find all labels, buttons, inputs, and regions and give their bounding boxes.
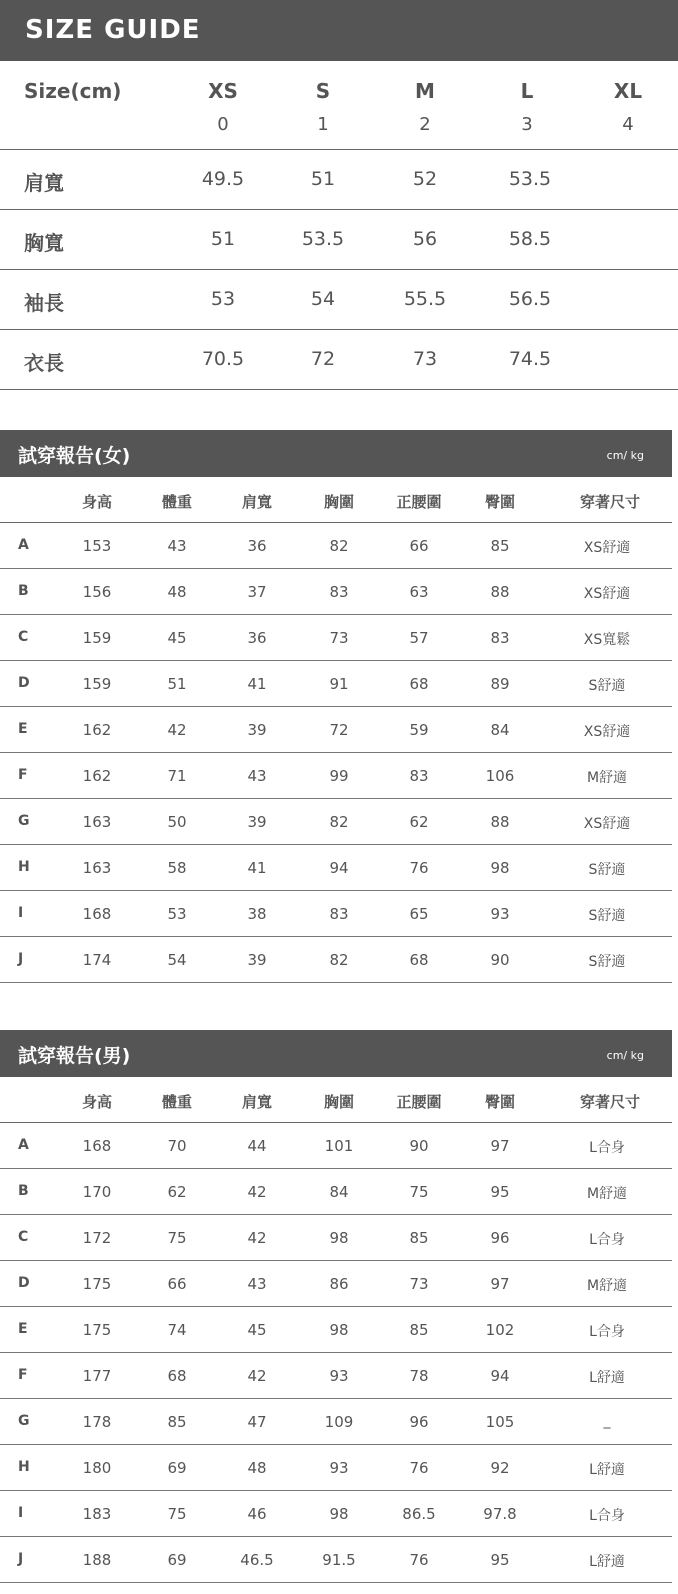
table-cell: 177	[82, 1367, 112, 1385]
size-table-header	[0, 61, 678, 150]
fit-result: L合身	[589, 1508, 625, 1524]
row-id: A	[18, 1137, 29, 1153]
table-cell: 36	[247, 537, 267, 555]
table-cell: 51	[210, 228, 236, 250]
table-row	[0, 707, 672, 753]
table-cell: 89	[490, 675, 510, 693]
fit-result: L舒適	[589, 1554, 625, 1570]
report-title: 試穿報告(男)	[18, 1045, 131, 1067]
table-cell: 99	[329, 767, 349, 785]
size-number: 1	[317, 114, 329, 135]
fit-result: XS舒適	[583, 816, 631, 832]
size-s: S	[315, 79, 331, 103]
fit-result: L合身	[589, 1232, 625, 1248]
table-cell: 70	[167, 1137, 187, 1155]
report-header	[0, 1030, 672, 1077]
table-row	[0, 1491, 672, 1537]
table-cell: 93	[329, 1459, 349, 1477]
row-id: H	[18, 859, 30, 875]
table-cell: 86	[329, 1275, 349, 1293]
table-cell: 42	[167, 721, 187, 739]
table-cell: 57	[409, 629, 429, 647]
fit-result: S舒適	[588, 954, 626, 970]
table-cell: 168	[82, 905, 112, 923]
table-cell: 59	[409, 721, 429, 739]
table-cell: 82	[329, 537, 349, 555]
table-cell: 73	[329, 629, 349, 647]
table-cell: 62	[409, 813, 429, 831]
table-cell: 39	[247, 721, 267, 739]
column-header: 身高	[81, 493, 112, 511]
table-cell: 45	[167, 629, 187, 647]
table-cell: 170	[82, 1183, 112, 1201]
table-cell: 75	[167, 1505, 187, 1523]
table-cell: 53.5	[301, 228, 345, 250]
row-id: B	[18, 583, 29, 599]
size-number: 0	[217, 114, 229, 135]
table-cell: 41	[247, 859, 267, 877]
column-header: 肩寬	[241, 493, 272, 511]
table-cell: 48	[167, 583, 187, 601]
fit-result: XS舒適	[583, 540, 631, 556]
size-table	[0, 61, 678, 390]
report-header	[0, 430, 672, 477]
table-cell: 73	[412, 348, 438, 370]
table-cell: 47	[247, 1413, 267, 1431]
table-cell: 85	[409, 1229, 429, 1247]
table-cell: 69	[167, 1459, 187, 1477]
table-cell: 98	[329, 1505, 349, 1523]
fit-result: M舒適	[586, 770, 628, 786]
table-cell: 76	[409, 1551, 429, 1569]
table-cell: 38	[247, 905, 267, 923]
size-unit-label: Size(cm)	[24, 79, 122, 103]
table-cell: 48	[247, 1459, 267, 1477]
table-row	[0, 937, 672, 983]
table-cell: 53	[210, 288, 236, 310]
table-cell: 53.5	[508, 168, 552, 190]
table-row	[0, 1353, 672, 1399]
fitting-report-female	[0, 430, 672, 983]
column-header: 穿著尺寸	[579, 1093, 640, 1111]
table-cell: 156	[82, 583, 112, 601]
fitting-report-male	[0, 1030, 672, 1583]
table-cell: 52	[412, 168, 438, 190]
report-column-header	[0, 1077, 672, 1123]
table-row	[0, 845, 672, 891]
size-guide-title: SIZE GUIDE	[25, 15, 201, 45]
fit-result: M舒適	[586, 1278, 628, 1294]
table-cell: 172	[82, 1229, 112, 1247]
row-id: E	[18, 1321, 28, 1337]
row-id: B	[18, 1183, 29, 1199]
table-cell: 91.5	[322, 1551, 356, 1569]
table-cell: 42	[247, 1183, 267, 1201]
table-row	[0, 569, 672, 615]
table-cell: 66	[167, 1275, 187, 1293]
table-cell: 83	[329, 905, 349, 923]
table-cell: 62	[167, 1183, 187, 1201]
table-cell: 58	[167, 859, 187, 877]
table-cell: 49.5	[201, 168, 245, 190]
table-cell: 43	[247, 1275, 267, 1293]
table-cell: 66	[409, 537, 429, 555]
column-header: 正腰圍	[396, 1093, 442, 1111]
table-cell: 159	[82, 675, 112, 693]
table-cell: 75	[167, 1229, 187, 1247]
table-row	[0, 1169, 672, 1215]
size-number: 2	[419, 114, 431, 135]
table-cell: 88	[490, 583, 510, 601]
row-id: I	[18, 1505, 24, 1521]
table-cell: 97	[490, 1275, 510, 1293]
table-cell: 72	[310, 348, 336, 370]
table-cell: 44	[247, 1137, 267, 1155]
size-number: 4	[622, 114, 634, 135]
row-id: C	[18, 1229, 29, 1245]
table-cell: 83	[329, 583, 349, 601]
table-cell: 85	[490, 537, 510, 555]
table-cell: 46	[247, 1505, 267, 1523]
table-cell: 97.8	[483, 1505, 517, 1523]
size-row-shoulder	[0, 150, 678, 210]
row-id: E	[18, 721, 28, 737]
table-cell: 98	[329, 1229, 349, 1247]
row-id: J	[18, 1551, 24, 1567]
table-row	[0, 753, 672, 799]
table-cell: 94	[490, 1367, 510, 1385]
size-guide-header	[0, 0, 678, 61]
table-cell: 97	[490, 1137, 510, 1155]
table-cell: 65	[409, 905, 429, 923]
table-cell: 174	[82, 951, 112, 969]
table-cell: 45	[247, 1321, 267, 1339]
row-label: 衣長	[24, 351, 64, 375]
size-l: L	[520, 79, 534, 103]
table-cell: 76	[409, 859, 429, 877]
table-cell: 162	[82, 721, 112, 739]
row-id: G	[18, 813, 30, 829]
row-id: D	[18, 1275, 30, 1291]
column-header: 正腰圍	[396, 493, 442, 511]
table-cell: 71	[167, 767, 187, 785]
table-cell: 175	[82, 1321, 112, 1339]
column-header: 臀圍	[484, 1093, 515, 1111]
table-row	[0, 1445, 672, 1491]
fit-result: S舒適	[588, 678, 626, 694]
table-cell: 41	[247, 675, 267, 693]
table-cell: 96	[490, 1229, 510, 1247]
row-id: F	[18, 767, 28, 783]
table-row	[0, 1307, 672, 1353]
table-cell: 85	[167, 1413, 187, 1431]
table-row	[0, 1261, 672, 1307]
row-id: D	[18, 675, 30, 691]
table-row	[0, 661, 672, 707]
table-row	[0, 891, 672, 937]
table-cell: 175	[82, 1275, 112, 1293]
column-header: 肩寬	[241, 1093, 272, 1111]
table-cell: 82	[329, 813, 349, 831]
table-cell: 74	[167, 1321, 187, 1339]
report-unit: cm/ kg	[606, 449, 644, 462]
column-header: 胸圍	[323, 493, 354, 511]
table-cell: 102	[485, 1321, 515, 1339]
report-title: 試穿報告(女)	[18, 445, 131, 467]
column-header: 身高	[81, 1093, 112, 1111]
table-cell: 55.5	[403, 288, 447, 310]
table-cell: 63	[409, 583, 429, 601]
table-cell: 98	[329, 1321, 349, 1339]
table-cell: 183	[82, 1505, 112, 1523]
size-row-sleeve	[0, 270, 678, 330]
table-cell: 51	[167, 675, 187, 693]
table-cell: 58.5	[508, 228, 552, 250]
table-cell: 88	[490, 813, 510, 831]
table-cell: 37	[247, 583, 267, 601]
row-id: G	[18, 1413, 30, 1429]
table-cell: 83	[409, 767, 429, 785]
table-cell: 91	[329, 675, 349, 693]
row-id: F	[18, 1367, 28, 1383]
table-cell: 53	[167, 905, 187, 923]
table-cell: 54	[310, 288, 336, 310]
table-cell: 106	[485, 767, 515, 785]
fit-result: L舒適	[589, 1370, 625, 1386]
table-cell: 73	[409, 1275, 429, 1293]
table-cell: 51	[310, 168, 336, 190]
fit-result: L合身	[589, 1140, 625, 1156]
fit-result: L舒適	[589, 1462, 625, 1478]
row-id: H	[18, 1459, 30, 1475]
table-cell: 86.5	[402, 1505, 436, 1523]
report-column-header	[0, 477, 672, 523]
row-id: I	[18, 905, 24, 921]
table-cell: 82	[329, 951, 349, 969]
fit-result: S舒適	[588, 908, 626, 924]
table-cell: 84	[329, 1183, 349, 1201]
table-row	[0, 1215, 672, 1261]
table-cell: 75	[409, 1183, 429, 1201]
fit-result: L合身	[589, 1324, 625, 1340]
fit-result: S舒適	[588, 862, 626, 878]
table-cell: 39	[247, 951, 267, 969]
table-cell: 93	[490, 905, 510, 923]
table-cell: 39	[247, 813, 267, 831]
size-xs: XS	[208, 79, 238, 103]
table-cell: 72	[329, 721, 349, 739]
table-cell: 74.5	[508, 348, 552, 370]
table-cell: 90	[490, 951, 510, 969]
table-cell: 90	[409, 1137, 429, 1155]
table-cell: 50	[167, 813, 187, 831]
table-cell: 162	[82, 767, 112, 785]
table-cell: 178	[82, 1413, 112, 1431]
table-row	[0, 1537, 672, 1583]
table-cell: 76	[409, 1459, 429, 1477]
fit-result: _	[603, 1413, 611, 1429]
table-cell: 159	[82, 629, 112, 647]
column-header: 穿著尺寸	[579, 493, 640, 511]
table-cell: 84	[490, 721, 510, 739]
table-cell: 98	[490, 859, 510, 877]
table-cell: 163	[82, 813, 112, 831]
table-cell: 188	[82, 1551, 112, 1569]
table-row	[0, 799, 672, 845]
row-label: 袖長	[24, 291, 64, 315]
table-cell: 78	[409, 1367, 429, 1385]
size-row-length	[0, 330, 678, 390]
table-cell: 83	[490, 629, 510, 647]
size-number: 3	[521, 114, 533, 135]
table-cell: 101	[324, 1137, 354, 1155]
column-header: 體重	[161, 493, 192, 511]
table-row	[0, 523, 672, 569]
table-cell: 163	[82, 859, 112, 877]
fit-result: XS寬鬆	[583, 632, 631, 648]
table-row	[0, 1399, 672, 1445]
report-unit: cm/ kg	[606, 1049, 644, 1062]
table-cell: 46.5	[240, 1551, 274, 1569]
row-id: C	[18, 629, 29, 645]
fit-result: XS舒適	[583, 724, 631, 740]
table-cell: 153	[82, 537, 112, 555]
table-cell: 85	[409, 1321, 429, 1339]
table-cell: 96	[409, 1413, 429, 1431]
table-row	[0, 1123, 672, 1169]
row-id: A	[18, 537, 29, 553]
table-cell: 92	[490, 1459, 510, 1477]
report-rows	[0, 523, 672, 983]
table-row	[0, 615, 672, 661]
table-cell: 105	[485, 1413, 515, 1431]
column-header: 胸圍	[323, 1093, 354, 1111]
row-label: 肩寬	[24, 171, 64, 195]
column-header: 臀圍	[484, 493, 515, 511]
table-cell: 42	[247, 1367, 267, 1385]
table-cell: 95	[490, 1183, 510, 1201]
report-rows	[0, 1123, 672, 1583]
size-row-chest	[0, 210, 678, 270]
table-cell: 56.5	[508, 288, 552, 310]
table-cell: 109	[324, 1413, 354, 1431]
table-cell: 36	[247, 629, 267, 647]
column-header: 體重	[161, 1093, 192, 1111]
table-cell: 70.5	[201, 348, 245, 370]
fit-result: XS舒適	[583, 586, 631, 602]
table-cell: 68	[167, 1367, 187, 1385]
row-id: J	[18, 951, 24, 967]
fit-result: M舒適	[586, 1186, 628, 1202]
size-xl: XL	[613, 79, 643, 103]
table-cell: 42	[247, 1229, 267, 1247]
table-cell: 68	[409, 675, 429, 693]
table-cell: 68	[409, 951, 429, 969]
table-cell: 168	[82, 1137, 112, 1155]
table-cell: 54	[167, 951, 187, 969]
table-cell: 69	[167, 1551, 187, 1569]
row-label: 胸寬	[24, 231, 64, 255]
table-cell: 95	[490, 1551, 510, 1569]
table-cell: 180	[82, 1459, 112, 1477]
table-cell: 43	[247, 767, 267, 785]
size-m: M	[415, 79, 435, 103]
table-cell: 93	[329, 1367, 349, 1385]
table-cell: 94	[329, 859, 349, 877]
table-cell: 43	[167, 537, 187, 555]
table-cell: 56	[412, 228, 438, 250]
